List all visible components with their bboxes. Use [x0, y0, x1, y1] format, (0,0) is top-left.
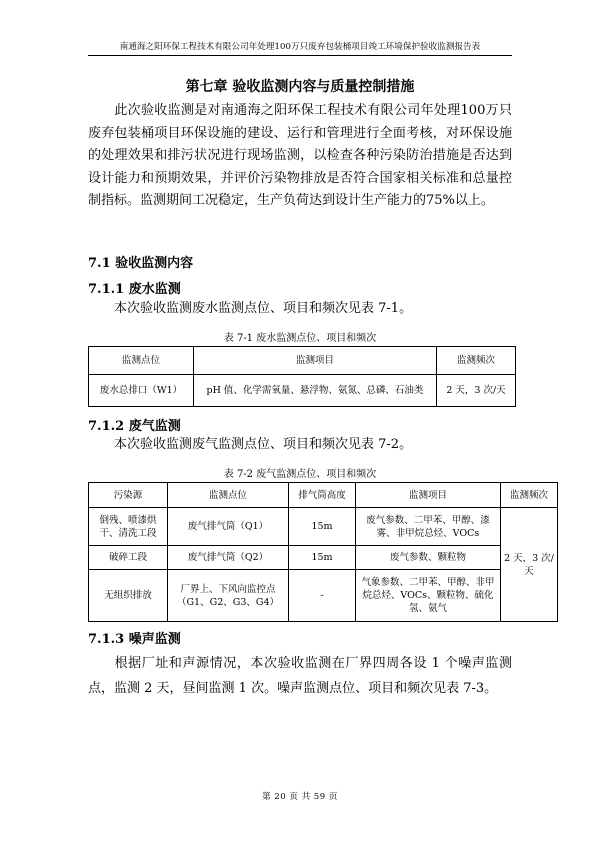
table-row: [89, 375, 516, 407]
table-cell: 气象参数、二甲苯、甲醇、非甲烷总烃、VOCs、颗粒物、硫化氢、氨气: [356, 570, 501, 622]
table-cell: 15m: [289, 508, 356, 546]
header-cell: 监测点位: [168, 483, 289, 508]
section-7-1-1-title: 7.1.1 废水监测: [88, 282, 181, 297]
page-header: 南通海之阳环保工程技术有限公司年处理100万只废弃包装桶项目竣工环境保护验收监测报告表: [88, 40, 512, 56]
table-cell: 废气排气筒（Q1）: [168, 508, 289, 546]
header-cell: 监测项目: [356, 483, 501, 508]
table-7-2-caption: 表 7-2 废气监测点位、项目和频次: [223, 469, 377, 480]
frequency-cell: 2 天，3 次/天: [501, 508, 558, 622]
table-cell: 厂界上、下风向监控点（G1、G2、G3、G4）: [168, 570, 289, 622]
wastewater-paragraph: [88, 298, 512, 321]
table-cell: pH 值、化学需氧量、悬浮物、氨氮、总磷、石油类: [194, 375, 437, 407]
table-header-row: [89, 347, 516, 375]
header-cell: 监测频次: [501, 483, 558, 508]
table-cell: 废气排气筒（Q2）: [168, 546, 289, 570]
header-cell: 污染源: [89, 483, 168, 508]
table-cell: 废水总排口（W1）: [89, 375, 194, 407]
table-cell: 废气参数、颗粒物: [356, 546, 501, 570]
table-cell: 破碎工段: [89, 546, 168, 570]
section-7-1-title: 7.1 验收监测内容: [88, 256, 194, 271]
section-7-1-3-title: 7.1.3 噪声监测: [88, 632, 181, 647]
table-row: [89, 570, 558, 622]
header-cell: 监测项目: [194, 347, 437, 375]
section-7-1-2-title: 7.1.2 废气监测: [88, 419, 181, 434]
header-cell: 排气筒高度: [289, 483, 356, 508]
intro-text: 此次验收监测是对南通海之阳环保工程技术有限公司年处理100万只废弃包装桶项目环保设施的建设、运行和管理进行全面考核，对环保设施的处理效果和排污状况进行现场监测，以检查各种污染防治措施是否达到设计能力和预期效果，并评价污染物排放是否符合国家相关标准和总量控制指标。监测期间工况稳定，生产负荷达到设计生产能力的75%以上。: [88, 103, 512, 208]
table-row: [89, 508, 558, 546]
exhaust-paragraph: [88, 434, 512, 457]
table-cell: 倒残、喷漆烘干、清洗工段: [89, 508, 168, 546]
wastewater-table: [88, 346, 516, 407]
table-header-row: [89, 483, 558, 508]
table-cell: 2 天，3 次/天: [437, 375, 516, 407]
table-7-1-caption: 表 7-1 废水监测点位、项目和频次: [223, 333, 377, 344]
table-row: [89, 546, 558, 570]
wastewater-text: 本次验收监测废水监测点位、项目和频次见表 7-1。: [114, 301, 413, 316]
exhaust-table: [88, 482, 558, 622]
page-footer: 第 20 页 共 59 页: [262, 792, 338, 802]
noise-paragraph: [88, 651, 512, 701]
header-cell: 监测频次: [437, 347, 516, 375]
table-cell: 无组织排放: [89, 570, 168, 622]
chapter-title: 第七章 验收监测内容与质量控制措施: [185, 79, 415, 95]
header-cell: 监测点位: [89, 347, 194, 375]
table-cell: 废气参数、二甲苯、甲醇、漆雾、非甲烷总烃、VOCs: [356, 508, 501, 546]
intro-paragraph: [88, 100, 512, 213]
exhaust-text: 本次验收监测废气监测点位、项目和频次见表 7-2。: [114, 437, 413, 452]
table-cell: -: [289, 570, 356, 622]
table-cell: 15m: [289, 546, 356, 570]
noise-text: 根据厂址和声源情况，本次验收监测在厂界四周各设 1 个噪声监测点，监测 2 天，昼间监测 1 次。噪声监测点位、项目和频次见表 7-3。: [88, 656, 512, 696]
